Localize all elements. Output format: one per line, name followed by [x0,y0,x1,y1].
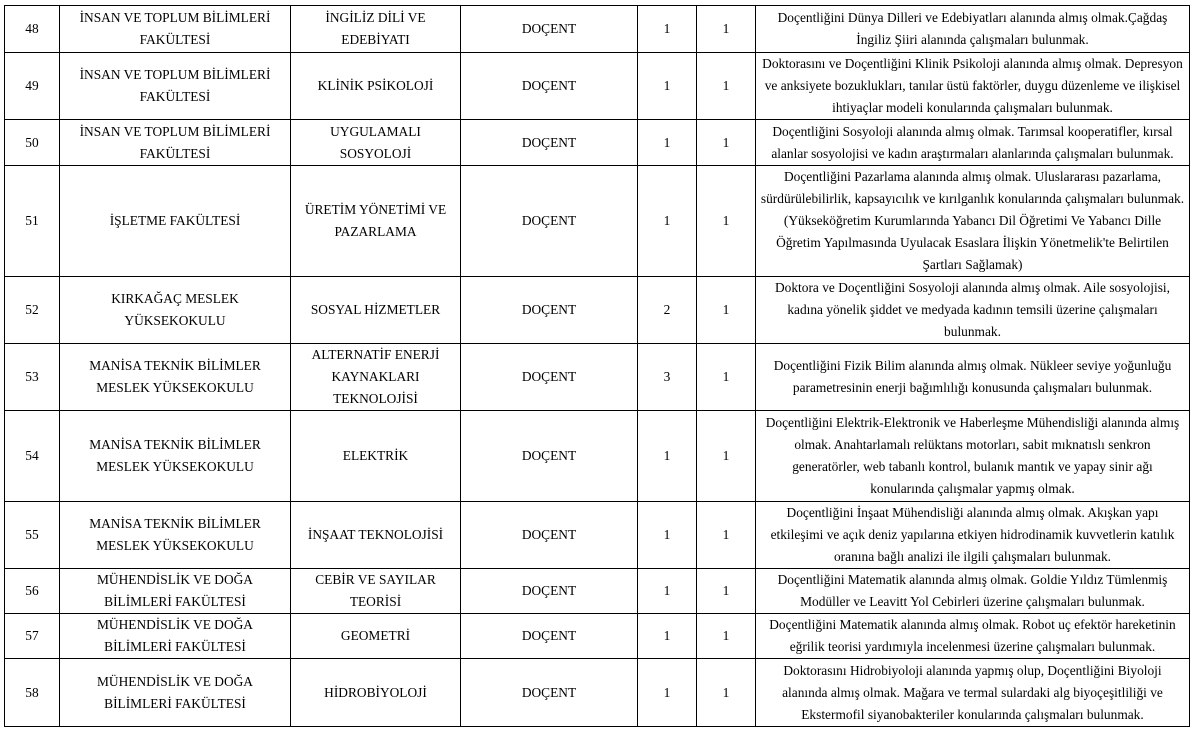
count-cell-1: 1 [638,53,697,120]
department-cell: CEBİR VE SAYILAR TEORİSİ [291,569,461,614]
department-cell: ELEKTRİK [291,411,461,502]
faculty-cell: İNSAN VE TOPLUM BİLİMLERİ FAKÜLTESİ [60,6,291,53]
table-row [5,53,1190,120]
title-cell: DOÇENT [461,344,638,411]
condition-cell: Doktorasını ve Doçentliğini Klinik Psikoloji alanında almış olmak. Depresyon ve anksiyete bozuklukları, tanılar üstü faktörler, duygu düzenleme ve ilişkisel ihtiyaçlar modeli konularında çalışmaları bulunmak. [756,53,1190,120]
condition-cell: Doktorasını Hidrobiyoloji alanında yapmış olup, Doçentliğini Biyoloji alanında almış olmak. Mağara ve termal sulardaki alg biyoçeşitliliği ve Ekstermofil siyanobakteriler konularında çalışmaları bulunmak. [756,659,1190,727]
row-number: 52 [5,277,60,344]
title-cell: DOÇENT [461,6,638,53]
count-cell-2: 1 [697,614,756,659]
count-cell-1: 1 [638,502,697,569]
row-number: 51 [5,166,60,277]
faculty-cell: İŞLETME FAKÜLTESİ [60,166,291,277]
faculty-cell: İNSAN VE TOPLUM BİLİMLERİ FAKÜLTESİ [60,120,291,166]
title-cell: DOÇENT [461,166,638,277]
table-row [5,344,1190,411]
title-cell: DOÇENT [461,659,638,727]
title-cell: DOÇENT [461,120,638,166]
condition-cell: Doktora ve Doçentliğini Sosyoloji alanında almış olmak. Aile sosyolojisi, kadına yönelik şiddet ve medyada kadının temsili üzerine çalışmaları bulunmak. [756,277,1190,344]
title-cell: DOÇENT [461,53,638,120]
condition-cell: Doçentliğini İnşaat Mühendisliği alanında almış olmak. Akışkan yapı etkileşimi ve açık deniz yapılarına etkiyen hidrodinamik kuvvetlerin katılık oranına bağlı analizi ile ilgili çalışmaları bulunmak. [756,502,1190,569]
title-cell: DOÇENT [461,277,638,344]
count-cell-2: 1 [697,411,756,502]
row-number: 58 [5,659,60,727]
condition-cell: Doçentliğini Matematik alanında almış olmak. Robot uç efektör hareketinin eğrilik teorisi yardımıyla incelenmesi üzerine çalışmaları bulunmak. [756,614,1190,659]
table-row [5,6,1190,53]
row-number: 48 [5,6,60,53]
title-cell: DOÇENT [461,614,638,659]
table-row [5,120,1190,166]
department-cell: ALTERNATİF ENERJİ KAYNAKLARI TEKNOLOJİSİ [291,344,461,411]
count-cell-2: 1 [697,120,756,166]
condition-cell: Doçentliğini Fizik Bilim alanında almış olmak. Nükleer seviye yoğunluğu parametresinin enerji bağımlılığı konusunda çalışmaları bulunmak. [756,344,1190,411]
table-row [5,277,1190,344]
count-cell-2: 1 [697,569,756,614]
title-cell: DOÇENT [461,502,638,569]
count-cell-1: 3 [638,344,697,411]
count-cell-2: 1 [697,277,756,344]
table-row [5,411,1190,502]
positions-table [4,5,1190,727]
count-cell-2: 1 [697,166,756,277]
count-cell-1: 1 [638,6,697,53]
count-cell-1: 1 [638,120,697,166]
faculty-cell: MÜHENDİSLİK VE DOĞA BİLİMLERİ FAKÜLTESİ [60,659,291,727]
table-row [5,166,1190,277]
row-number: 56 [5,569,60,614]
faculty-cell: MÜHENDİSLİK VE DOĞA BİLİMLERİ FAKÜLTESİ [60,569,291,614]
positions-table-body [5,6,1190,727]
table-row [5,569,1190,614]
faculty-cell: MANİSA TEKNİK BİLİMLER MESLEK YÜKSEKOKULU [60,411,291,502]
condition-cell: Doçentliğini Sosyoloji alanında almış olmak. Tarımsal kooperatifler, kırsal alanlar sosyolojisi ve kadın araştırmaları alanlarında çalışmaları bulunmak. [756,120,1190,166]
count-cell-2: 1 [697,53,756,120]
faculty-cell: İNSAN VE TOPLUM BİLİMLERİ FAKÜLTESİ [60,53,291,120]
row-number: 49 [5,53,60,120]
department-cell: KLİNİK PSİKOLOJİ [291,53,461,120]
count-cell-2: 1 [697,344,756,411]
row-number: 57 [5,614,60,659]
condition-cell: Doçentliğini Matematik alanında almış olmak. Goldie Yıldız Tümlenmiş Modüller ve Leavitt Yol Cebirleri üzerine çalışmaları bulunmak. [756,569,1190,614]
table-row [5,502,1190,569]
count-cell-2: 1 [697,659,756,727]
faculty-cell: MÜHENDİSLİK VE DOĞA BİLİMLERİ FAKÜLTESİ [60,614,291,659]
count-cell-2: 1 [697,502,756,569]
title-cell: DOÇENT [461,411,638,502]
table-row [5,614,1190,659]
count-cell-1: 1 [638,411,697,502]
condition-cell: Doçentliğini Elektrik-Elektronik ve Haberleşme Mühendisliği alanında almış olmak. Anahtarlamalı relüktans motorları, sabit mıknatıslı senkron generatörler, web tabanlı kontrol, bulanık mantık ve yapay sinir ağı konularında çalışmalar yapmış olmak. [756,411,1190,502]
row-number: 54 [5,411,60,502]
title-cell: DOÇENT [461,569,638,614]
department-cell: SOSYAL HİZMETLER [291,277,461,344]
department-cell: HİDROBİYOLOJİ [291,659,461,727]
count-cell-1: 2 [638,277,697,344]
count-cell-1: 1 [638,569,697,614]
department-cell: UYGULAMALI SOSYOLOJİ [291,120,461,166]
condition-cell: Doçentliğini Pazarlama alanında almış olmak. Uluslararası pazarlama, sürdürülebilirlik, kapsayıcılık ve kırılganlık konularında çalışmaları bulunmak.(Yükseköğretim Kurumlarında Yabancı Dil Öğretimi Ve Yabancı Dille Öğretim Yapılmasında Uyulacak Esaslara İlişkin Yönetmelik'te Belirtilen Şartları Sağlamak) [756,166,1190,277]
row-number: 55 [5,502,60,569]
count-cell-1: 1 [638,614,697,659]
faculty-cell: MANİSA TEKNİK BİLİMLER MESLEK YÜKSEKOKULU [60,502,291,569]
department-cell: GEOMETRİ [291,614,461,659]
table-row [5,659,1190,727]
department-cell: ÜRETİM YÖNETİMİ VE PAZARLAMA [291,166,461,277]
condition-cell: Doçentliğini Dünya Dilleri ve Edebiyatları alanında almış olmak.Çağdaş İngiliz Şiiri alanında çalışmaları bulunmak. [756,6,1190,53]
department-cell: İNŞAAT TEKNOLOJİSİ [291,502,461,569]
count-cell-2: 1 [697,6,756,53]
count-cell-1: 1 [638,659,697,727]
department-cell: İNGİLİZ DİLİ VE EDEBİYATI [291,6,461,53]
faculty-cell: KIRKAĞAÇ MESLEK YÜKSEKOKULU [60,277,291,344]
row-number: 50 [5,120,60,166]
faculty-cell: MANİSA TEKNİK BİLİMLER MESLEK YÜKSEKOKULU [60,344,291,411]
row-number: 53 [5,344,60,411]
count-cell-1: 1 [638,166,697,277]
